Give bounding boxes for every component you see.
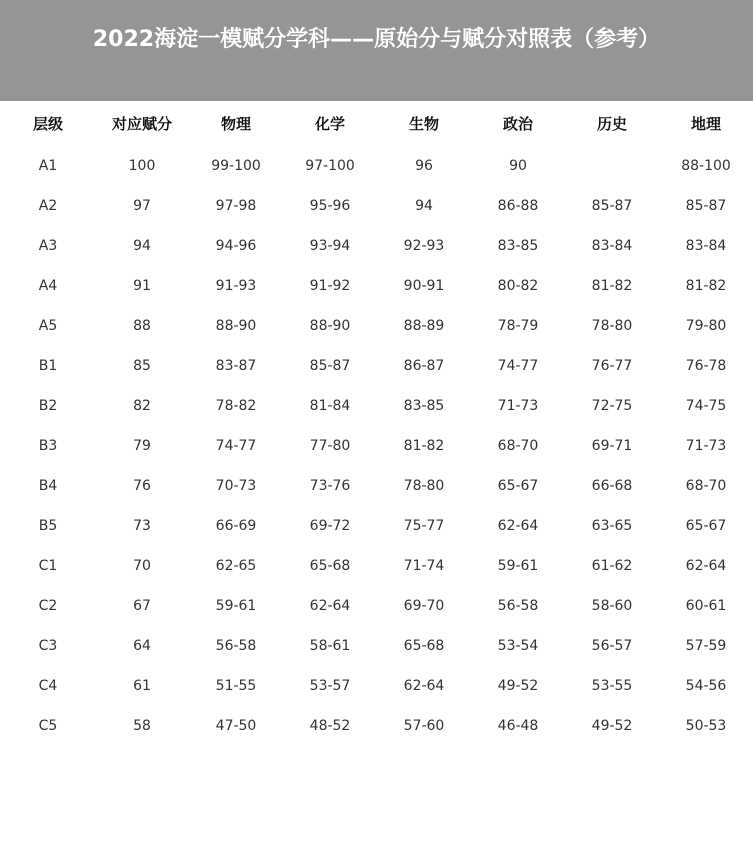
cell-history [566,145,658,185]
cell-geography: 50-53 [685,718,727,734]
cell-chemistry: 95-96 [309,198,351,214]
cell-level: A1 [38,158,58,174]
cell-assigned-score: 91 [133,278,151,294]
cell-level: C4 [38,678,58,694]
cell-politics: 78-79 [497,318,539,334]
cell-politics: 46-48 [497,718,539,734]
cell-assigned-score: 97 [133,198,151,214]
cell-biology: 86-87 [403,358,445,374]
cell-biology: 57-60 [403,718,445,734]
cell-geography: 83-84 [685,238,727,254]
table-row [0,545,753,585]
table-row [0,185,753,225]
cell-geography: 79-80 [685,318,727,334]
cell-assigned-score: 85 [133,358,151,374]
cell-physics: 97-98 [215,198,257,214]
cell-chemistry: 88-90 [309,318,351,334]
cell-assigned-score: 64 [133,638,151,654]
cell-physics: 78-82 [215,398,257,414]
cell-politics: 56-58 [497,598,539,614]
cell-assigned-score: 61 [133,678,151,694]
cell-politics: 53-54 [497,638,539,654]
page-title: 2022海淀一模赋分学科——原始分与赋分对照表（参考） [92,27,661,52]
cell-geography: 74-75 [685,398,727,414]
cell-geography: 57-59 [685,638,727,654]
cell-assigned-score: 76 [133,478,151,494]
title-banner [0,0,753,101]
cell-physics: 62-65 [215,558,257,574]
cell-geography: 76-78 [685,358,727,374]
cell-history: 69-71 [591,438,633,454]
cell-assigned-score: 94 [133,238,151,254]
cell-history: 72-75 [591,398,633,414]
cell-level: C2 [38,598,58,614]
cell-politics: 65-67 [497,478,539,494]
cell-politics: 74-77 [497,358,539,374]
cell-history: 78-80 [591,318,633,334]
cell-history: 66-68 [591,478,633,494]
cell-biology: 65-68 [403,638,445,654]
cell-chemistry: 91-92 [309,278,351,294]
cell-assigned-score: 70 [133,558,151,574]
cell-biology: 90-91 [403,278,445,294]
cell-history: 61-62 [591,558,633,574]
table-row [0,145,753,185]
cell-biology: 83-85 [403,398,445,414]
cell-geography: 85-87 [685,198,727,214]
cell-assigned-score: 58 [133,718,151,734]
cell-chemistry: 53-57 [309,678,351,694]
table-row [0,265,753,305]
column-header-chemistry: 化学 [314,115,345,133]
cell-physics: 91-93 [215,278,257,294]
cell-biology: 81-82 [403,438,445,454]
cell-history: 76-77 [591,358,633,374]
table-row [0,425,753,465]
cell-chemistry: 58-61 [309,638,351,654]
cell-physics: 94-96 [215,238,257,254]
cell-chemistry: 85-87 [309,358,351,374]
cell-level: B2 [38,398,58,414]
cell-chemistry: 93-94 [309,238,351,254]
cell-history: 63-65 [591,518,633,534]
cell-politics: 90 [509,158,527,174]
cell-politics: 62-64 [497,518,539,534]
cell-biology: 92-93 [403,238,445,254]
cell-biology: 96 [415,158,433,174]
table-row [0,705,753,745]
cell-history: 49-52 [591,718,633,734]
cell-biology: 94 [415,198,433,214]
cell-level: A3 [38,238,58,254]
cell-physics: 66-69 [215,518,257,534]
cell-politics: 71-73 [497,398,539,414]
cell-geography: 60-61 [685,598,727,614]
table-row [0,385,753,425]
cell-history: 85-87 [591,198,633,214]
cell-assigned-score: 88 [133,318,151,334]
cell-chemistry: 73-76 [309,478,351,494]
cell-geography: 54-56 [685,678,727,694]
cell-level: B5 [38,518,58,534]
cell-physics: 56-58 [215,638,257,654]
cell-assigned-score: 100 [128,158,156,174]
cell-chemistry: 97-100 [305,158,355,174]
cell-chemistry: 48-52 [309,718,351,734]
cell-level: B3 [38,438,58,454]
cell-geography: 71-73 [685,438,727,454]
cell-politics: 86-88 [497,198,539,214]
table-row [0,225,753,265]
cell-geography: 81-82 [685,278,727,294]
column-header-history: 历史 [596,115,627,133]
cell-physics: 51-55 [215,678,257,694]
table-row [0,345,753,385]
column-header-assigned-score: 对应赋分 [111,115,172,133]
cell-biology: 88-89 [403,318,445,334]
cell-biology: 78-80 [403,478,445,494]
cell-biology: 69-70 [403,598,445,614]
cell-history: 81-82 [591,278,633,294]
column-header-geography: 地理 [690,115,721,133]
cell-biology: 75-77 [403,518,445,534]
cell-physics: 47-50 [215,718,257,734]
cell-chemistry: 81-84 [309,398,351,414]
cell-biology: 62-64 [403,678,445,694]
cell-assigned-score: 73 [133,518,151,534]
cell-physics: 83-87 [215,358,257,374]
cell-chemistry: 62-64 [309,598,351,614]
cell-level: B4 [38,478,58,494]
cell-physics: 59-61 [215,598,257,614]
cell-history: 83-84 [591,238,633,254]
cell-geography: 62-64 [685,558,727,574]
cell-politics: 68-70 [497,438,539,454]
cell-geography: 88-100 [681,158,731,174]
cell-physics: 99-100 [211,158,261,174]
cell-chemistry: 69-72 [309,518,351,534]
cell-level: A5 [38,318,58,334]
column-header-level: 层级 [32,115,63,133]
score-conversion-table [0,101,753,745]
table-header-row [0,101,753,145]
table-row [0,665,753,705]
cell-assigned-score: 79 [133,438,151,454]
cell-level: A2 [38,198,58,214]
table-row [0,305,753,345]
table-row [0,625,753,665]
cell-physics: 88-90 [215,318,257,334]
column-header-biology: 生物 [408,115,439,133]
cell-politics: 49-52 [497,678,539,694]
column-header-politics: 政治 [502,115,533,133]
cell-geography: 68-70 [685,478,727,494]
table-body [0,145,753,745]
cell-level: C1 [38,558,58,574]
cell-chemistry: 65-68 [309,558,351,574]
table-row [0,585,753,625]
cell-geography: 65-67 [685,518,727,534]
cell-politics: 80-82 [497,278,539,294]
cell-physics: 74-77 [215,438,257,454]
cell-assigned-score: 82 [133,398,151,414]
cell-level: B1 [38,358,58,374]
cell-history: 56-57 [591,638,633,654]
cell-level: C5 [38,718,58,734]
cell-history: 58-60 [591,598,633,614]
cell-politics: 83-85 [497,238,539,254]
column-header-physics: 物理 [220,115,251,133]
cell-chemistry: 77-80 [309,438,351,454]
cell-history: 53-55 [591,678,633,694]
cell-physics: 70-73 [215,478,257,494]
cell-politics: 59-61 [497,558,539,574]
table-row [0,505,753,545]
cell-assigned-score: 67 [133,598,151,614]
cell-biology: 71-74 [403,558,445,574]
table-row [0,465,753,505]
cell-level: A4 [38,278,58,294]
cell-level: C3 [38,638,58,654]
